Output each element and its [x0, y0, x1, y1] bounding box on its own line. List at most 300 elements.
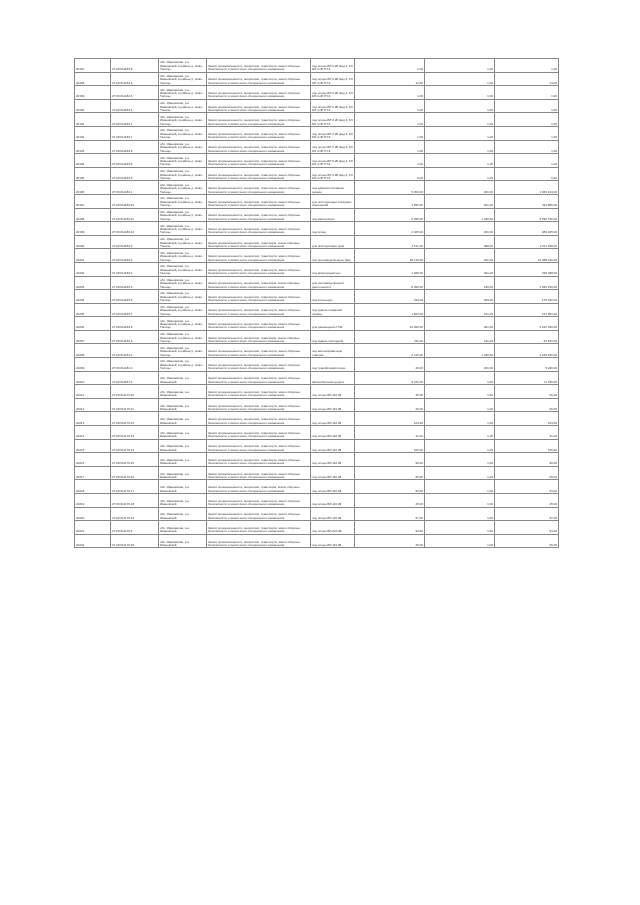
table-row — [75, 99, 559, 113]
row-number-cell: 20213 — [75, 412, 111, 426]
permitted-use-cell: под опоры ВЛ 6 кВ фид.3, 6Л 6/0,4 кВ ТП-9 — [311, 72, 355, 86]
cadastral-number-cell: 27:00:011179:17 — [111, 480, 159, 494]
cadastral-value-cell: 2 011 048,00 — [495, 235, 559, 249]
cadastral-number-cell: 27:00:011183:1 — [111, 181, 159, 195]
row-number-cell: 20167 — [75, 59, 111, 73]
permitted-use-cell: под опоры ВЛ 6 кВ фид.3, 6Л 6/0,4 кВ ТП-9 — [311, 113, 355, 127]
area-cell: 1,00 — [355, 140, 425, 154]
permitted-use-cell: под административное здание — [311, 181, 355, 195]
area-cell: 1,00 — [355, 59, 425, 73]
land-category-cell: Земли промышленности, энергетики, транспорта, земли обороны, безопасности и земли иного специального назначения — [207, 99, 311, 113]
permitted-use-cell: под склад — [311, 222, 355, 236]
row-number-cell: 20216 — [75, 453, 111, 467]
land-category-cell: Земли промышленности, энергетики, транспорта, земли обороны, безопасности и земли иного специального назначения — [207, 249, 311, 263]
area-cell: 9 472,00 — [355, 371, 425, 385]
cadastral-number-cell: 27:00:011183:3 — [111, 249, 159, 263]
address-cell: обл. Ивановская, р-н Ивановский, в районе д. Ново-Талицы — [159, 126, 207, 140]
land-category-cell: Земли промышленности, энергетики, транспорта, земли обороны, безопасности и земли иного специального назначения — [207, 317, 311, 331]
permitted-use-cell: под опоры ВЛ-110 кВ — [311, 453, 355, 467]
cadastral-value-cell: 1,00 — [495, 99, 559, 113]
table-row — [75, 235, 559, 249]
unit-price-cell: 401,00 — [425, 317, 495, 331]
address-cell: обл. Ивановская, р-н Ивановский, в районе д. Ново-Талицы — [159, 167, 207, 181]
table-row — [75, 276, 559, 290]
row-number-cell: 20208 — [75, 344, 111, 358]
area-cell: 1,00 — [355, 86, 425, 100]
unit-price-cell: 1,00 — [425, 72, 495, 86]
permitted-use-cell: под опоры ВЛ-220 кВ — [311, 521, 355, 535]
row-number-cell: 20200 — [75, 235, 111, 249]
row-number-cell: 20220 — [75, 507, 111, 521]
address-cell: обл. Ивановская, р-н Ивановский, в районе д. Ново-Талицы — [159, 113, 207, 127]
row-number-cell: 20193 — [75, 140, 111, 154]
table-row — [75, 262, 559, 276]
permitted-use-cell: под опоры ВЛ-110 кВ — [311, 439, 355, 453]
cadastral-number-cell: 27:00:011183:9 — [111, 154, 159, 168]
cadastral-value-cell: 295 068,00 — [495, 262, 559, 276]
permitted-use-cell: под опоры ВЛ 6 кВ фид.3, 6Л 6/0,4 кВ ТП-9 — [311, 154, 355, 168]
cadastral-value-cell: 1,00 — [495, 113, 559, 127]
cadastral-value-cell: 483 405,00 — [495, 222, 559, 236]
cadastral-number-cell: 27:00:011183:2 — [111, 235, 159, 249]
row-number-cell: 20196 — [75, 181, 111, 195]
unit-price-cell: 201,00 — [425, 249, 495, 263]
unit-price-cell: 1,00 — [425, 126, 495, 140]
cadastral-value-cell: 2 518 450,00 — [495, 344, 559, 358]
table-row — [75, 181, 559, 195]
cadastral-number-cell: 27:00:011183:7 — [111, 303, 159, 317]
cadastral-value-cell: 104,00 — [495, 412, 559, 426]
land-category-cell: Земли промышленности, энергетики, транспорта, земли обороны, безопасности и земли иного специального назначения — [207, 72, 311, 86]
unit-price-cell: 1,00 — [425, 494, 495, 508]
address-cell: обл. Ивановская, р-н Ивановский, в районе д. Ново-Талицы — [159, 72, 207, 86]
table-row — [75, 358, 559, 372]
area-cell: 10 000,00 — [355, 317, 425, 331]
table-row — [75, 317, 559, 331]
area-cell: 4 121,00 — [355, 235, 425, 249]
cadastral-number-cell: 27:00:011183:1 — [111, 113, 159, 127]
unit-price-cell: 201,00 — [425, 262, 495, 276]
land-category-cell: Земли промышленности, энергетики, транспорта, земли обороны, безопасности и земли иного специального назначения — [207, 290, 311, 304]
area-cell: 2 405,00 — [355, 222, 425, 236]
address-cell: обл. Ивановская, р-н Ивановский — [159, 426, 207, 440]
cadastral-number-cell: 27:00:011184:6 — [111, 86, 159, 100]
address-cell: обл. Ивановская, р-н Ивановский, в районе д. Ново-Талицы — [159, 317, 207, 331]
table-row — [75, 86, 559, 100]
cadastral-value-cell: 90,00 — [495, 453, 559, 467]
cadastral-value-cell: 53 841,00 — [495, 330, 559, 344]
land-category-cell: Земли промышленности, энергетики, транспорta, земли обороны, безопасности и земли иного специального назначения — [207, 480, 311, 494]
table-row — [75, 480, 559, 494]
address-cell: обл. Ивановская, р-н Ивановский — [159, 507, 207, 521]
row-number-cell: 20218 — [75, 480, 111, 494]
address-cell: обл. Ивановская, р-н Ивановский — [159, 412, 207, 426]
area-cell: 14,00 — [355, 72, 425, 86]
area-cell: 57,00 — [355, 507, 425, 521]
land-category-cell: Земли промышленности, энергетики, транспорта, земли обороны, безопасности и земли иного специального назначения — [207, 344, 311, 358]
land-category-cell: Земли промышленности, энергетики, транспорta, земли обороны, безопасности и земли иного специального назначения — [207, 330, 311, 344]
row-number-cell: 20211 — [75, 385, 111, 399]
land-category-cell: Земли промышленности, энергетики, транспорта, земли обороны, безопасности и земли иного специального назначения — [207, 86, 311, 100]
address-cell: обл. Ивановская, р-н Ивановский, в районе д. Ново-Талицы — [159, 140, 207, 154]
cadastral-number-cell: 27:00:011183:8 — [111, 140, 159, 154]
area-cell: 1,00 — [355, 126, 425, 140]
permitted-use-cell: под здание пожарной охраны — [311, 303, 355, 317]
unit-price-cell: 101,00 — [425, 303, 495, 317]
address-cell: обл. Ивановская, р-н Ивановский, в районе д. Ново-Талицы — [159, 344, 207, 358]
table-row — [75, 303, 559, 317]
unit-price-cell: 1,00 — [425, 86, 495, 100]
area-cell: 1,00 — [355, 99, 425, 113]
area-cell: 26,00 — [355, 385, 425, 399]
address-cell: обл. Ивановская, р-н Ивановский, в районе д. Ново-Талицы — [159, 303, 207, 317]
table-row — [75, 534, 559, 548]
permitted-use-cell: под автозаправочную станцию — [311, 344, 355, 358]
land-category-cell: Земли промышленности, энергетики, транспорта, земли обороны, безопасности и земли иного специального назначения — [207, 412, 311, 426]
table-row — [75, 167, 559, 181]
cadastral-value-cell: 26,00 — [495, 398, 559, 412]
cadastral-number-cell: 27:00:011181:3 — [111, 358, 159, 372]
land-category-cell: Земли промышленности, энергетики, транспорта, земли обороны, безопасности и земли иного специального назначения — [207, 358, 311, 372]
unit-price-cell: 199,00 — [425, 276, 495, 290]
cadastral-number-cell: 27:00:011179:19 — [111, 507, 159, 521]
cadastral-number-cell: 27:00:011183:7 — [111, 126, 159, 140]
unit-price-cell: 1,00 — [425, 466, 495, 480]
area-cell: 25,00 — [355, 494, 425, 508]
permitted-use-cell: под опоры ВЛ 6 кВ фид.3, 6Л 6/0,4 кВ ТП-9 — [311, 99, 355, 113]
land-category-cell: Земли промышленности, энергетики, транспорта, земли обороны, безопасности и земли иного специального назначения — [207, 507, 311, 521]
table-row — [75, 194, 559, 208]
row-number-cell: 20197 — [75, 194, 111, 208]
row-number-cell: 20209 — [75, 358, 111, 372]
cadastral-number-cell: 27:00:011179:18 — [111, 494, 159, 508]
cadastral-value-cell: 1,00 — [495, 59, 559, 73]
address-cell: обл. Ивановская, р-н Ивановский, в районе д. Ново-Талицы — [159, 235, 207, 249]
area-cell: 444,00 — [355, 290, 425, 304]
land-category-cell: Земли промышленности, энергетики, транспорта, земли обороны, безопасности и земли иного специального назначения — [207, 194, 311, 208]
unit-price-cell: 1,00 — [425, 412, 495, 426]
table-row — [75, 113, 559, 127]
land-category-cell: Земли промышленности, энергетики, транспорта, земли обороны, безопасности и земли иного специального назначения — [207, 439, 311, 453]
table-row — [75, 154, 559, 168]
permitted-use-cell: под опоры ВЛ 6 кВ фид.3, 6Л 6/0,4 кВ ТП-9 — [311, 59, 355, 73]
address-cell: обл. Ивановская, р-н Ивановский, в районе д. Ново-Талицы — [159, 330, 207, 344]
row-number-cell: 20198 — [75, 208, 111, 222]
land-category-cell: Земли промышленности, энергетики, транспорта, земли обороны, безопасности и земли иного специального назначения — [207, 466, 311, 480]
land-category-cell: Земли промышленности, энергетики, транспорта, земли обороны, безопасности и земли иного специального назначения — [207, 385, 311, 399]
land-category-cell: Земли промышленности, энергетики, транспорta, земли обороны, безопасности и земли иного специального назначения — [207, 235, 311, 249]
cadastral-value-cell: 5 590 750,00 — [495, 208, 559, 222]
cadastral-value-cell: 4 010 000,00 — [495, 317, 559, 331]
permitted-use-cell: под арматурный цех — [311, 262, 355, 276]
unit-price-cell: 1,00 — [425, 385, 495, 399]
area-cell: 1 468,00 — [355, 262, 425, 276]
address-cell: обл. Ивановская, р-н Ивановский, в районе д. Ново-Талицы — [159, 222, 207, 236]
area-cell: 2 410,00 — [355, 344, 425, 358]
table-row — [75, 72, 559, 86]
area-cell: 1,00 — [355, 154, 425, 168]
cadastral-number-cell: 27:00:011179:14 — [111, 439, 159, 453]
address-cell: обл. Ивановская, р-н Ивановский, в районе д. Ново-Талицы — [159, 86, 207, 100]
table-row — [75, 398, 559, 412]
cadastral-value-cell: 25,00 — [495, 534, 559, 548]
unit-price-cell: 1,00 — [425, 426, 495, 440]
address-cell: обл. Ивановская, р-н Ивановский — [159, 385, 207, 399]
permitted-use-cell: под котельную — [311, 290, 355, 304]
area-cell: 25,00 — [355, 534, 425, 548]
address-cell: обл. Ивановская, р-н Ивановский — [159, 466, 207, 480]
permitted-use-cell: под опоры ВЛ-110 кВ — [311, 412, 355, 426]
area-cell: 105,00 — [355, 439, 425, 453]
unit-price-cell: 1,00 — [425, 140, 495, 154]
row-number-cell: 20214 — [75, 426, 111, 440]
cadastral-number-cell: 27:00:011183:12 — [111, 222, 159, 236]
cadastral-value-cell: 1,00 — [495, 140, 559, 154]
permitted-use-cell: для производственной деятельности — [311, 276, 355, 290]
table-row — [75, 290, 559, 304]
table-row — [75, 371, 559, 385]
cadastral-value-cell: 1,00 — [495, 154, 559, 168]
cadastral-number-cell: 27:00:011179:13 — [111, 426, 159, 440]
row-number-cell: 20222 — [75, 534, 111, 548]
permitted-use-cell: под опоры ВЛ-110 кВ — [311, 534, 355, 548]
permitted-use-cell: под здание проходной — [311, 330, 355, 344]
table-row — [75, 344, 559, 358]
land-category-cell: Земли промышленности, энергетики, транспорта, земли обороны, безопасности и земли иного специального назначения — [207, 208, 311, 222]
cadastral-value-cell: 94,00 — [495, 521, 559, 535]
cadastral-number-cell: 27:00:011183:6 — [111, 167, 159, 181]
cadastral-value-cell: 26,00 — [495, 385, 559, 399]
row-number-cell: 20219 — [75, 494, 111, 508]
cadastral-number-cell: 27:00:011179:11 — [111, 398, 159, 412]
address-cell: обл. Ивановская, р-н Ивановский, в районе д. Ново-Талицы — [159, 249, 207, 263]
address-cell: обл. Ивановская, р-н Ивановский, в районе д. Ново-Талицы — [159, 181, 207, 195]
permitted-use-cell: под производственную базу — [311, 249, 355, 263]
cadastral-value-cell: 25,00 — [495, 494, 559, 508]
row-number-cell: 20201 — [75, 249, 111, 263]
area-cell: 26,00 — [355, 398, 425, 412]
land-category-cell: Земли промышленности, энергетики, транспорта, земли обороны, безопасности и земли иного специального назначения — [207, 167, 311, 181]
address-cell: обл. Ивановская, р-н Ивановский — [159, 371, 207, 385]
row-number-cell: 20210 — [75, 371, 111, 385]
address-cell: обл. Ивановская, р-н Ивановский — [159, 439, 207, 453]
row-number-cell: 20203 — [75, 276, 111, 290]
table-row — [75, 507, 559, 521]
cadastral-number-cell: 27:00:011179:20 — [111, 534, 159, 548]
unit-price-cell: 1,00 — [425, 480, 495, 494]
area-cell: 5 304,00 — [355, 181, 425, 195]
cadastral-number-cell: 27:00:011179:15 — [111, 453, 159, 467]
permitted-use-cell: под опоры ВЛ-110 кВ — [311, 480, 355, 494]
land-category-cell: Земли промышленности, энергетики, транспорта, земли обороны, безопасности и земли иного специального назначения — [207, 494, 311, 508]
permitted-use-cell: под опоры ВЛ-110 кВ — [311, 398, 355, 412]
cadastral-value-cell: 11 336,00 — [495, 371, 559, 385]
area-cell: 8 360,00 — [355, 276, 425, 290]
address-cell: обл. Ивановская, р-н Ивановский — [159, 521, 207, 535]
land-category-cell: Земли промышленности, энергетики, транспорта, земли обороны, безопасности и земли иного специального назначения — [207, 140, 311, 154]
cadastral-number-cell: 27:00:011184:5 — [111, 99, 159, 113]
table-row — [75, 59, 559, 73]
unit-price-cell: 1,00 — [425, 507, 495, 521]
cadastral-number-cell: 27:00:011183:6 — [111, 290, 159, 304]
land-category-cell: Земли промышленности, энергетики, транспорта, земли обороны, безопасности и земли иного специального назначения — [207, 521, 311, 535]
unit-price-cell: 1,00 — [425, 453, 495, 467]
cadastral-value-cell: 5 226,00 — [495, 358, 559, 372]
land-category-cell: Земли промышленности, энергетики, транспорта, земли обороны, безопасности и земли иного специального назначения — [207, 371, 311, 385]
row-number-cell: 20205 — [75, 303, 111, 317]
unit-price-cell: 403,00 — [425, 290, 495, 304]
permitted-use-cell: под опоры ВЛ-110 кВ — [311, 507, 355, 521]
table-row — [75, 140, 559, 154]
land-category-cell: Земли промышленности, энергетики, транспорта, земли обороны, безопасности и земли иного специального назначения — [207, 426, 311, 440]
permitted-use-cell: под опоры ВЛ 6 кВ фид.3, 6Л 6/0,4 кВ ТП-9 — [311, 167, 355, 181]
cadastral-number-cell: 27:00:011179:16 — [111, 466, 159, 480]
cadastral-value-cell: 167 963,00 — [495, 303, 559, 317]
address-cell: обл. Ивановская, р-н Ивановский, в районе д. Ново-Талицы — [159, 208, 207, 222]
table-row — [75, 330, 559, 344]
row-number-cell: 20190 — [75, 99, 111, 113]
address-cell: обл. Ивановская, р-н Ивановский, в районе д. Ново-Талицы — [159, 290, 207, 304]
table-row — [75, 208, 559, 222]
cadastral-number-cell: 27:00:011183:9 — [111, 330, 159, 344]
unit-price-cell: 1,00 — [425, 521, 495, 535]
row-number-cell: 20194 — [75, 154, 111, 168]
cadastral-value-cell: 1,00 — [495, 86, 559, 100]
cadastral-number-cell: 27:00:011183:10 — [111, 194, 159, 208]
cadastral-value-cell: 6,00 — [495, 167, 559, 181]
unit-price-cell: 1 045,00 — [425, 344, 495, 358]
row-number-cell: 20169 — [75, 86, 111, 100]
cadastral-value-cell: 57,00 — [495, 507, 559, 521]
unit-price-cell: 201,00 — [425, 181, 495, 195]
address-cell: обл. Ивановская, р-н Ивановский — [159, 480, 207, 494]
permitted-use-cell: для эксплуатации цеха — [311, 235, 355, 249]
area-cell: 65 119,00 — [355, 249, 425, 263]
unit-price-cell: 488,00 — [425, 235, 495, 249]
permitted-use-cell: под опоры ВЛ-110 кВ — [311, 494, 355, 508]
cadastral-number-cell: 27:00:011179:10 — [111, 385, 159, 399]
row-number-cell: 20195 — [75, 167, 111, 181]
unit-price-cell: 1,00 — [425, 59, 495, 73]
area-cell: 411,00 — [355, 330, 425, 344]
unit-price-cell: 131,00 — [425, 330, 495, 344]
area-cell: 60,00 — [355, 466, 425, 480]
permitted-use-cell: под опоры ВЛ 6 кВ фид.3, 6Л 6/0,4 кВ ТП-9 — [311, 126, 355, 140]
cadastral-value-cell: 53,00 — [495, 480, 559, 494]
cadastral-number-cell: 27:00:011183:4 — [111, 262, 159, 276]
land-category-cell: Земли промышленности, энергетики, транспорта, земли обороны, безопасности и земли иного специального назначения — [207, 398, 311, 412]
permitted-use-cell: под опоры ВЛ-110 кВ — [311, 466, 355, 480]
unit-price-cell: 1,00 — [425, 99, 495, 113]
land-category-cell: Земли промышленности, энергетики, транспорта, земли обороны, безопасности и земли иного специального назначения — [207, 453, 311, 467]
unit-price-cell: 1,00 — [425, 398, 495, 412]
unit-price-cell: 1,00 — [425, 154, 495, 168]
cadastral-value-cell: 14,00 — [495, 72, 559, 86]
unit-price-cell: 1,00 — [425, 113, 495, 127]
permitted-use-cell: для размещения ГСМ — [311, 317, 355, 331]
unit-price-cell: 201,00 — [425, 222, 495, 236]
row-number-cell: 20217 — [75, 466, 111, 480]
table-row — [75, 249, 559, 263]
address-cell: обл. Ивановская, р-н Ивановский — [159, 494, 207, 508]
cadastral-value-cell: 1 066 104,00 — [495, 181, 559, 195]
cadastral-value-cell: 1,00 — [495, 126, 559, 140]
area-cell: 1 663,00 — [355, 303, 425, 317]
area-cell: 5 350,00 — [355, 208, 425, 222]
address-cell: обл. Ивановская, р-н Ивановский — [159, 453, 207, 467]
permitted-use-cell: под опоры ВЛ-110 кВ — [311, 426, 355, 440]
address-cell: обл. Ивановская, р-н Ивановский, в районе д. Ново-Талицы — [159, 194, 207, 208]
land-category-cell: Земли промышленности, энергетики, транспорta, земли обороны, безопасности и земли иного специального назначения — [207, 276, 311, 290]
land-category-cell: Земли промышленности, энергетики, транспорта, земли обороны, безопасности и земли иного специального назначения — [207, 113, 311, 127]
cadastral-number-cell: 27:00:011183:5 — [111, 276, 159, 290]
row-number-cell: 20212 — [75, 398, 111, 412]
row-number-cell: 20192 — [75, 126, 111, 140]
row-number-cell: 20168 — [75, 72, 111, 86]
row-number-cell: 20191 — [75, 113, 111, 127]
table-row — [75, 385, 559, 399]
address-cell: обл. Ивановская, р-н Ивановский, в районе д. Ново-Талицы — [159, 99, 207, 113]
cadastral-number-cell: 27:00:011179:12 — [111, 412, 159, 426]
address-cell: обл. Ивановская, р-н Ивановский, в районе д. Ново-Талицы — [159, 59, 207, 73]
cadastral-number-cell: 27:00:011187:4 — [111, 371, 159, 385]
cadastral-value-cell: 41,00 — [495, 426, 559, 440]
row-number-cell: 20199 — [75, 222, 111, 236]
land-category-cell: Земли промышленности, энергетики, транспорта, земли обороны, безопасности и земли иного специального назначения — [207, 59, 311, 73]
area-cell: 1 666,00 — [355, 194, 425, 208]
address-cell: обл. Ивановская, р-н Ивановский, в районе д. Ново-Талицы — [159, 262, 207, 276]
permitted-use-cell: под опоры ВЛ 6 кВ фид.3, 6Л 6/0,4 кВ ТП-9 — [311, 140, 355, 154]
area-cell: 90,00 — [355, 453, 425, 467]
permitted-use-cell: автомобильная дорога — [311, 371, 355, 385]
permitted-use-cell: под опоры ВЛ 6 кВ фид.3, 6Л 6/0,4 кВ ТП-9 — [311, 86, 355, 100]
row-number-cell: 20207 — [75, 330, 111, 344]
cadastral-number-cell: 27:00:011184:9 — [111, 72, 159, 86]
row-number-cell: 20204 — [75, 290, 111, 304]
cadastral-value-cell: 13 088 919,00 — [495, 249, 559, 263]
cadastral-number-cell: 27:00:011183:11 — [111, 208, 159, 222]
land-plots-table — [74, 58, 559, 548]
address-cell: обл. Ивановская, р-н Ивановский — [159, 398, 207, 412]
cadastral-number-cell: 27:00:011184:8 — [111, 59, 159, 73]
cadastral-value-cell: 1 663 640,00 — [495, 276, 559, 290]
row-number-cell: 20202 — [75, 262, 111, 276]
table-row — [75, 494, 559, 508]
cadastral-value-cell: 60,00 — [495, 466, 559, 480]
land-category-cell: Земли промышленности, энергетики, транспорта, земли обороны, безопасности и земли иного специального назначения — [207, 262, 311, 276]
table-row — [75, 222, 559, 236]
table-row — [75, 126, 559, 140]
area-cell: 94,00 — [355, 521, 425, 535]
cadastral-value-cell: 105,00 — [495, 439, 559, 453]
unit-price-cell: 201,00 — [425, 194, 495, 208]
unit-price-cell: 1 045,00 — [425, 208, 495, 222]
land-category-cell: Земли промышленности, энергетики, транспорта, земли обороны, безопасности и земли иного специального назначения — [207, 222, 311, 236]
unit-price-cell: 1,00 — [425, 371, 495, 385]
land-category-cell: Земли промышленности, энергетики, транспорта, земли обороны, безопасности и земли иного специального назначения — [207, 154, 311, 168]
land-category-cell: Земли промышленности, энергетики, транспорта, земли обороны, безопасности и земли иного специального назначения — [207, 181, 311, 195]
land-category-cell: Земли промышленности, энергетики, транспорта, земли обороны, безопасности и земли иного специального назначения — [207, 303, 311, 317]
table-row — [75, 521, 559, 535]
unit-price-cell: 1,00 — [425, 439, 495, 453]
address-cell: обл. Ивановская, р-н Ивановский, в районе д. Ново-Талицы — [159, 154, 207, 168]
table-row — [75, 453, 559, 467]
permitted-use-cell: под мастерскую — [311, 208, 355, 222]
address-cell: обл. Ивановская, р-н Ивановский — [159, 534, 207, 548]
cadastral-value-cell: 334 866,00 — [495, 194, 559, 208]
cadastral-number-cell: 27:00:011183:8 — [111, 317, 159, 331]
area-cell: 6,00 — [355, 167, 425, 181]
